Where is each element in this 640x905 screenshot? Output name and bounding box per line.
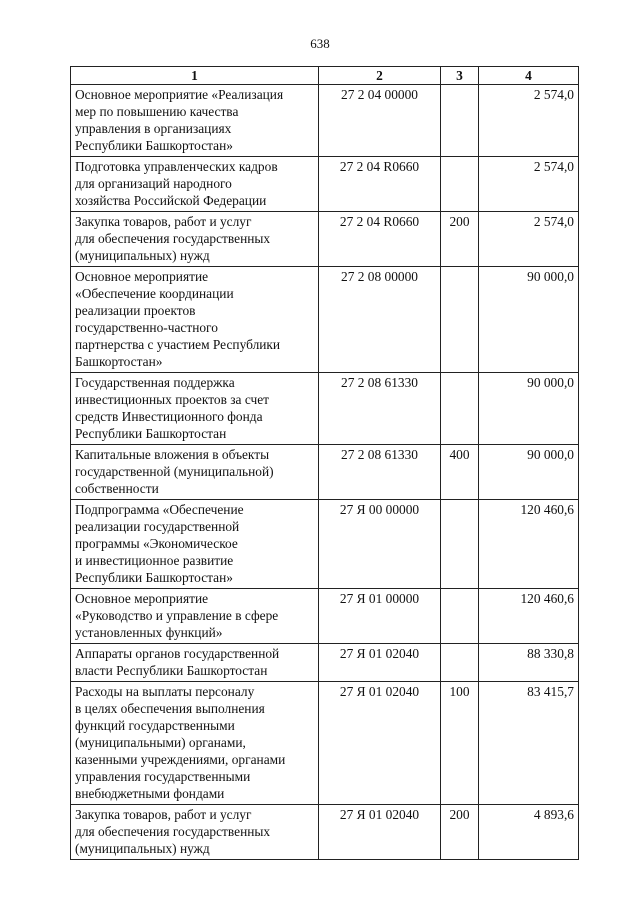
table-row xyxy=(71,445,579,500)
row-code-cell: 27 Я 01 02040 xyxy=(319,805,441,860)
row-expense-type-cell xyxy=(441,85,479,157)
table-row xyxy=(71,500,579,589)
row-amount-cell: 88 330,8 xyxy=(479,644,579,682)
row-code-cell: 27 2 04 R0660 xyxy=(319,157,441,212)
column-header-3: 3 xyxy=(441,67,479,85)
row-amount-cell: 90 000,0 xyxy=(479,373,579,445)
row-expense-type-cell xyxy=(441,644,479,682)
table-row xyxy=(71,267,579,373)
table-row xyxy=(71,157,579,212)
table-row xyxy=(71,644,579,682)
row-expense-type-cell xyxy=(441,500,479,589)
column-header-4: 4 xyxy=(479,67,579,85)
row-expense-type-cell xyxy=(441,373,479,445)
row-expense-type-cell xyxy=(441,267,479,373)
row-name-cell: Закупка товаров, работ и услуг для обеспечения государственных (муниципальных) нужд xyxy=(71,805,319,860)
row-code-cell: 27 2 08 61330 xyxy=(319,373,441,445)
row-expense-type-cell: 100 xyxy=(441,682,479,805)
row-name-cell: Основное мероприятие «Реализация мер по повышению качества управления в организациях Республики Башкортостан» xyxy=(71,85,319,157)
row-name-cell: Государственная поддержка инвестиционных проектов за счет средств Инвестиционного фонда Республики Башкортостан xyxy=(71,373,319,445)
row-amount-cell: 4 893,6 xyxy=(479,805,579,860)
table-header-row xyxy=(71,67,579,85)
column-header-2: 2 xyxy=(319,67,441,85)
row-code-cell: 27 Я 00 00000 xyxy=(319,500,441,589)
row-code-cell: 27 2 04 R0660 xyxy=(319,212,441,267)
row-expense-type-cell xyxy=(441,157,479,212)
row-name-cell: Подпрограмма «Обеспечение реализации государственной программы «Экономическое и инвестиционное развитие Республики Башкортостан» xyxy=(71,500,319,589)
table-row xyxy=(71,805,579,860)
page-number: 638 xyxy=(310,36,330,51)
table-row xyxy=(71,373,579,445)
row-amount-cell: 120 460,6 xyxy=(479,500,579,589)
row-code-cell: 27 Я 01 00000 xyxy=(319,589,441,644)
row-name-cell: Основное мероприятие «Обеспечение координации реализации проектов государственно-частного партнерства с участием Республики Башкортостан» xyxy=(71,267,319,373)
column-header-1: 1 xyxy=(71,67,319,85)
table-row xyxy=(71,85,579,157)
table-row xyxy=(71,212,579,267)
row-name-cell: Основное мероприятие «Руководство и управление в сфере установленных функций» xyxy=(71,589,319,644)
row-amount-cell: 2 574,0 xyxy=(479,157,579,212)
row-amount-cell: 83 415,7 xyxy=(479,682,579,805)
row-code-cell: 27 2 04 00000 xyxy=(319,85,441,157)
row-name-cell: Аппараты органов государственной власти Республики Башкортостан xyxy=(71,644,319,682)
row-name-cell: Подготовка управленческих кадров для организаций народного хозяйства Российской Федерации xyxy=(71,157,319,212)
row-code-cell: 27 Я 01 02040 xyxy=(319,644,441,682)
table-row xyxy=(71,589,579,644)
row-expense-type-cell: 200 xyxy=(441,212,479,267)
row-code-cell: 27 2 08 00000 xyxy=(319,267,441,373)
row-name-cell: Закупка товаров, работ и услуг для обеспечения государственных (муниципальных) нужд xyxy=(71,212,319,267)
budget-table xyxy=(70,66,579,860)
row-amount-cell: 90 000,0 xyxy=(479,445,579,500)
row-amount-cell: 120 460,6 xyxy=(479,589,579,644)
table-row xyxy=(71,682,579,805)
row-name-cell: Капитальные вложения в объекты государственной (муниципальной) собственности xyxy=(71,445,319,500)
row-amount-cell: 2 574,0 xyxy=(479,212,579,267)
row-expense-type-cell: 400 xyxy=(441,445,479,500)
row-code-cell: 27 Я 01 02040 xyxy=(319,682,441,805)
row-code-cell: 27 2 08 61330 xyxy=(319,445,441,500)
row-amount-cell: 90 000,0 xyxy=(479,267,579,373)
row-expense-type-cell: 200 xyxy=(441,805,479,860)
row-name-cell: Расходы на выплаты персоналу в целях обеспечения выполнения функций государственными (муниципальными) органами, казенными учреждениями, органами управления государственными внебюджетными фондами xyxy=(71,682,319,805)
row-amount-cell: 2 574,0 xyxy=(479,85,579,157)
row-expense-type-cell xyxy=(441,589,479,644)
table-body xyxy=(71,85,579,860)
